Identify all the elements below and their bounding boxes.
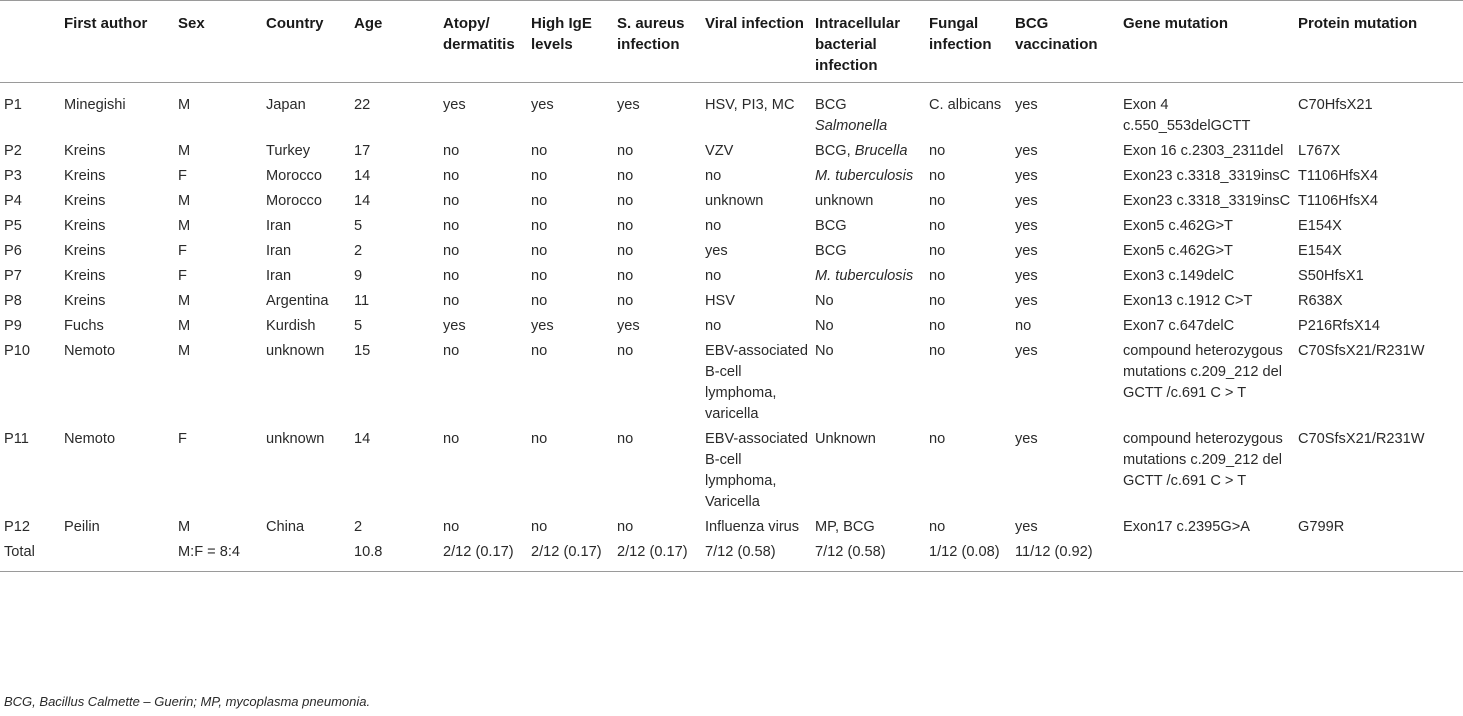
cell-high-ige: yes (531, 97, 554, 113)
cell-fungal-infection: no (929, 519, 946, 535)
cell-bcg-vaccination: yes (1015, 143, 1038, 159)
cell-protein-mutation: C70HfsX21 (1298, 97, 1373, 113)
cell-intracellular-bacterial-infection (811, 141, 925, 166)
cell-intracellular-bacterial-infection (811, 542, 925, 572)
cell-atopy-dermatitis: no (443, 519, 460, 535)
bacterial-infection-text: MP, BCG (815, 519, 875, 535)
cell-sex: M (178, 343, 191, 359)
cell-patient-id: P9 (4, 318, 22, 334)
cell-intracellular-bacterial-infection (811, 291, 925, 316)
cell-age: 14 (354, 431, 371, 447)
bacterial-infection-italic-text: Brucella (854, 143, 908, 159)
column-header-first-author: First author (64, 15, 148, 32)
cell-protein-mutation: E154X (1298, 218, 1342, 234)
cell-s-aureus-infection: 2/12 (0.17) (617, 544, 688, 560)
cell-protein-mutation: C70SfsX21/R231W (1298, 431, 1425, 447)
cell-bcg-vaccination: yes (1015, 218, 1038, 234)
cell-sex: M (178, 193, 191, 209)
cell-gene-mutation: Exon3 c.149delC (1123, 268, 1235, 284)
cell-s-aureus-infection: no (617, 343, 634, 359)
cell-country: Kurdish (266, 318, 316, 334)
cell-patient-id: Total (4, 544, 35, 560)
cell-country: Iran (266, 268, 292, 284)
cell-sex: F (178, 431, 187, 447)
cell-age: 11 (354, 293, 370, 309)
cell-bcg-vaccination: yes (1015, 193, 1038, 209)
cell-s-aureus-infection: yes (617, 97, 640, 113)
cell-age: 17 (354, 143, 371, 159)
cell-high-ige: no (531, 268, 548, 284)
cell-s-aureus-infection: no (617, 293, 634, 309)
cell-high-ige: no (531, 143, 548, 159)
column-header-country: Country (266, 15, 324, 32)
cell-bcg-vaccination: yes (1015, 293, 1038, 309)
cell-sex: F (178, 243, 187, 259)
cell-sex: F (178, 268, 187, 284)
cell-intracellular-bacterial-infection (811, 341, 925, 429)
cell-intracellular-bacterial-infection (811, 166, 925, 191)
cell-bcg-vaccination: yes (1015, 343, 1038, 359)
cell-viral-infection: HSV (705, 293, 736, 309)
cell-sex: M (178, 97, 191, 113)
cell-fungal-infection: no (929, 431, 946, 447)
cell-viral-infection: Influenza virus (705, 519, 800, 535)
cell-viral-infection: unknown (705, 193, 764, 209)
cell-country: Iran (266, 243, 292, 259)
column-header-fungal-infection: Fungal infection (929, 15, 992, 53)
cell-intracellular-bacterial-infection (811, 83, 925, 142)
cell-fungal-infection: no (929, 193, 946, 209)
cell-atopy-dermatitis: no (443, 268, 460, 284)
column-header-atopy-dermatitis: Atopy/ dermatitis (443, 15, 515, 53)
table-row (0, 216, 1463, 241)
cell-fungal-infection: C. albicans (929, 97, 1002, 113)
cell-protein-mutation: P216RfsX14 (1298, 318, 1380, 334)
cell-country: Argentina (266, 293, 329, 309)
cell-first-author: Kreins (64, 268, 106, 284)
cell-sex: M (178, 143, 191, 159)
bacterial-infection-text: No (815, 343, 834, 359)
cell-gene-mutation: Exon 4 c.550_553delGCTT (1123, 97, 1251, 134)
column-header-high-ige: High IgE levels (531, 15, 592, 53)
column-header-s-aureus-infection: S. aureus infection (617, 15, 685, 53)
cell-atopy-dermatitis: 2/12 (0.17) (443, 544, 514, 560)
cell-atopy-dermatitis: no (443, 293, 460, 309)
cell-atopy-dermatitis: no (443, 343, 460, 359)
cell-high-ige: no (531, 193, 548, 209)
cell-gene-mutation: Exon23 c.3318_3319insC (1123, 193, 1291, 209)
cell-patient-id: P8 (4, 293, 22, 309)
table-row (0, 83, 1463, 142)
column-header-age: Age (354, 15, 383, 32)
cell-age: 2 (354, 519, 363, 535)
cell-gene-mutation: Exon23 c.3318_3319insC (1123, 168, 1291, 184)
table-row (0, 266, 1463, 291)
cell-first-author: Fuchs (64, 318, 104, 334)
cell-sex: M (178, 519, 191, 535)
cell-gene-mutation: compound heterozygous mutations c.209_212 del GCTT /c.691 C > T (1123, 343, 1283, 401)
cell-patient-id: P5 (4, 218, 22, 234)
cell-atopy-dermatitis: no (443, 193, 460, 209)
cell-fungal-infection: no (929, 268, 946, 284)
bacterial-infection-italic-text: M. tuberculosis (815, 268, 914, 284)
cell-age: 14 (354, 193, 371, 209)
cell-gene-mutation: Exon17 c.2395G>A (1123, 519, 1250, 535)
cell-protein-mutation: T1106HfsX4 (1298, 193, 1379, 209)
table-footnote: BCG, Bacillus Calmette – Guerin; MP, mycoplasma pneumonia. (4, 694, 371, 709)
bacterial-infection-text: Unknown (815, 431, 876, 447)
cell-bcg-vaccination: yes (1015, 431, 1038, 447)
cell-s-aureus-infection: no (617, 143, 634, 159)
cell-first-author: Kreins (64, 143, 106, 159)
cell-s-aureus-infection: no (617, 218, 634, 234)
cell-high-ige: 2/12 (0.17) (531, 544, 602, 560)
cell-country: unknown (266, 343, 325, 359)
cell-bcg-vaccination: no (1015, 318, 1032, 334)
cell-sex: F (178, 168, 187, 184)
cell-country: Japan (266, 97, 306, 113)
cell-s-aureus-infection: no (617, 243, 634, 259)
table-row (0, 429, 1463, 517)
cell-fungal-infection: no (929, 243, 946, 259)
cell-country (262, 542, 350, 572)
table-row (0, 291, 1463, 316)
cell-high-ige: no (531, 218, 548, 234)
cell-fungal-infection: no (929, 343, 946, 359)
bacterial-infection-text: unknown (815, 193, 874, 209)
cell-protein-mutation: T1106HfsX4 (1298, 168, 1379, 184)
cell-viral-infection: HSV, PI3, MC (705, 97, 795, 113)
cell-patient-id: P11 (4, 431, 29, 447)
cell-intracellular-bacterial-infection (811, 316, 925, 341)
column-header-protein-mutation: Protein mutation (1298, 15, 1418, 32)
cell-age: 9 (354, 268, 363, 284)
cell-fungal-infection: no (929, 143, 946, 159)
bacterial-infection-italic-text: M. tuberculosis (815, 168, 914, 184)
table-row (0, 191, 1463, 216)
table-row (0, 241, 1463, 266)
cell-high-ige: no (531, 519, 548, 535)
cell-protein-mutation: L767X (1298, 143, 1341, 159)
cell-intracellular-bacterial-infection (811, 216, 925, 241)
cell-high-ige: no (531, 293, 548, 309)
bacterial-infection-text: No (815, 293, 834, 309)
cell-s-aureus-infection: yes (617, 318, 640, 334)
total-row (0, 542, 1463, 572)
cell-gene-mutation: Exon7 c.647delC (1123, 318, 1235, 334)
cell-age: 15 (354, 343, 371, 359)
cell-age: 22 (354, 97, 371, 113)
column-header-bcg-vaccination: BCG vaccination (1015, 15, 1098, 53)
cell-viral-infection: yes (705, 243, 728, 259)
column-header-gene-mutation: Gene mutation (1123, 15, 1229, 32)
cell-first-author: Peilin (64, 519, 100, 535)
cell-viral-infection: no (705, 318, 722, 334)
cell-intracellular-bacterial-infection (811, 241, 925, 266)
header-row (0, 1, 1463, 83)
cell-fungal-infection: no (929, 218, 946, 234)
cell-first-author: Nemoto (64, 431, 116, 447)
cell-bcg-vaccination: yes (1015, 168, 1038, 184)
cell-bcg-vaccination: 11/12 (0.92) (1015, 544, 1093, 560)
cell-patient-id: P4 (4, 193, 22, 209)
cell-high-ige: no (531, 243, 548, 259)
cell-first-author: Nemoto (64, 343, 116, 359)
cell-high-ige: no (531, 343, 548, 359)
cell-viral-infection: no (705, 168, 722, 184)
column-header-viral-infection: Viral infection (705, 15, 804, 32)
table-row (0, 166, 1463, 191)
cell-patient-id: P2 (4, 143, 22, 159)
cell-high-ige: yes (531, 318, 554, 334)
cell-sex: M (178, 293, 191, 309)
cell-country: China (266, 519, 305, 535)
cell-first-author (60, 542, 174, 572)
cell-viral-infection: 7/12 (0.58) (705, 544, 776, 560)
cell-gene-mutation: Exon5 c.462G>T (1123, 243, 1233, 259)
cell-first-author: Kreins (64, 243, 106, 259)
cell-sex: M:F = 8:4 (178, 544, 241, 560)
cell-viral-infection: EBV-associated B-cell lymphoma, Varicella (705, 431, 809, 510)
cell-protein-mutation: G799R (1298, 519, 1345, 535)
cell-gene-mutation: Exon 16 c.2303_2311del (1123, 143, 1284, 159)
cell-age: 10.8 (354, 544, 383, 560)
cell-age: 14 (354, 168, 371, 184)
bacterial-infection-text: BCG (815, 243, 847, 259)
cell-gene-mutation: compound heterozygous mutations c.209_212 del GCTT /c.691 C > T (1123, 431, 1283, 489)
cell-s-aureus-infection: no (617, 168, 634, 184)
cell-country: Morocco (266, 168, 322, 184)
cell-country: unknown (266, 431, 325, 447)
cell-atopy-dermatitis: yes (443, 97, 466, 113)
cell-intracellular-bacterial-infection (811, 517, 925, 542)
table-row (0, 316, 1463, 341)
bacterial-infection-text: 7/12 (0.58) (815, 544, 886, 560)
cell-protein-mutation: S50HfsX1 (1298, 268, 1364, 284)
cell-patient-id: P10 (4, 343, 30, 359)
cell-patient-id: P3 (4, 168, 22, 184)
cell-first-author: Kreins (64, 218, 106, 234)
cell-protein-mutation: E154X (1298, 243, 1342, 259)
cell-bcg-vaccination: yes (1015, 243, 1038, 259)
cell-intracellular-bacterial-infection (811, 191, 925, 216)
table-row (0, 517, 1463, 542)
cell-age: 5 (354, 318, 363, 334)
cell-bcg-vaccination: yes (1015, 519, 1038, 535)
cell-atopy-dermatitis: no (443, 143, 460, 159)
cell-country: Turkey (266, 143, 311, 159)
bacterial-infection-text: No (815, 318, 834, 334)
cell-first-author: Kreins (64, 168, 106, 184)
cell-s-aureus-infection: no (617, 519, 634, 535)
cell-country: Morocco (266, 193, 322, 209)
cell-bcg-vaccination: yes (1015, 97, 1038, 113)
bacterial-infection-text: BCG (815, 218, 847, 234)
cell-atopy-dermatitis: no (443, 243, 460, 259)
cell-patient-id: P6 (4, 243, 22, 259)
cell-viral-infection: no (705, 218, 722, 234)
cell-fungal-infection: no (929, 168, 946, 184)
cell-first-author: Kreins (64, 293, 106, 309)
cell-age: 5 (354, 218, 363, 234)
cell-patient-id: P12 (4, 519, 30, 535)
table-row (0, 141, 1463, 166)
column-header-sex: Sex (178, 15, 205, 32)
column-header-patient-id (0, 1, 60, 83)
cell-atopy-dermatitis: no (443, 431, 460, 447)
cell-bcg-vaccination: yes (1015, 268, 1038, 284)
table-body (0, 83, 1463, 572)
cell-age: 2 (354, 243, 363, 259)
bacterial-infection-text: BCG, (815, 143, 855, 159)
cell-viral-infection: no (705, 268, 722, 284)
cell-intracellular-bacterial-infection (811, 429, 925, 517)
cell-patient-id: P7 (4, 268, 22, 284)
cell-protein-mutation: R638X (1298, 293, 1343, 309)
cell-viral-infection: VZV (705, 143, 734, 159)
cell-high-ige: no (531, 431, 548, 447)
cell-high-ige: no (531, 168, 548, 184)
cell-sex: M (178, 218, 191, 234)
cell-gene-mutation: Exon13 c.1912 C>T (1123, 293, 1253, 309)
cell-fungal-infection: 1/12 (0.08) (929, 544, 1000, 560)
bacterial-infection-italic-text: Salmonella (815, 118, 888, 134)
table-row (0, 341, 1463, 429)
cell-viral-infection: EBV-associated B-cell lymphoma, varicella (705, 343, 809, 422)
cell-gene-mutation: Exon5 c.462G>T (1123, 218, 1233, 234)
cell-patient-id: P1 (4, 97, 22, 113)
cell-s-aureus-infection: no (617, 268, 634, 284)
cell-protein-mutation: C70SfsX21/R231W (1298, 343, 1425, 359)
cell-gene-mutation (1119, 542, 1294, 572)
cell-first-author: Minegishi (64, 97, 126, 113)
bacterial-infection-text: BCG (815, 97, 847, 113)
column-header-intracellular-bacterial-infection: Intracellular bacterial infection (815, 15, 901, 74)
cell-sex: M (178, 318, 191, 334)
cell-fungal-infection: no (929, 293, 946, 309)
cell-first-author: Kreins (64, 193, 106, 209)
cell-fungal-infection: no (929, 318, 946, 334)
cell-atopy-dermatitis: no (443, 218, 460, 234)
cell-intracellular-bacterial-infection (811, 266, 925, 291)
cell-country: Iran (266, 218, 292, 234)
cell-atopy-dermatitis: no (443, 168, 460, 184)
cell-protein-mutation (1294, 542, 1463, 572)
cell-s-aureus-infection: no (617, 431, 634, 447)
cell-atopy-dermatitis: yes (443, 318, 466, 334)
cell-s-aureus-infection: no (617, 193, 634, 209)
